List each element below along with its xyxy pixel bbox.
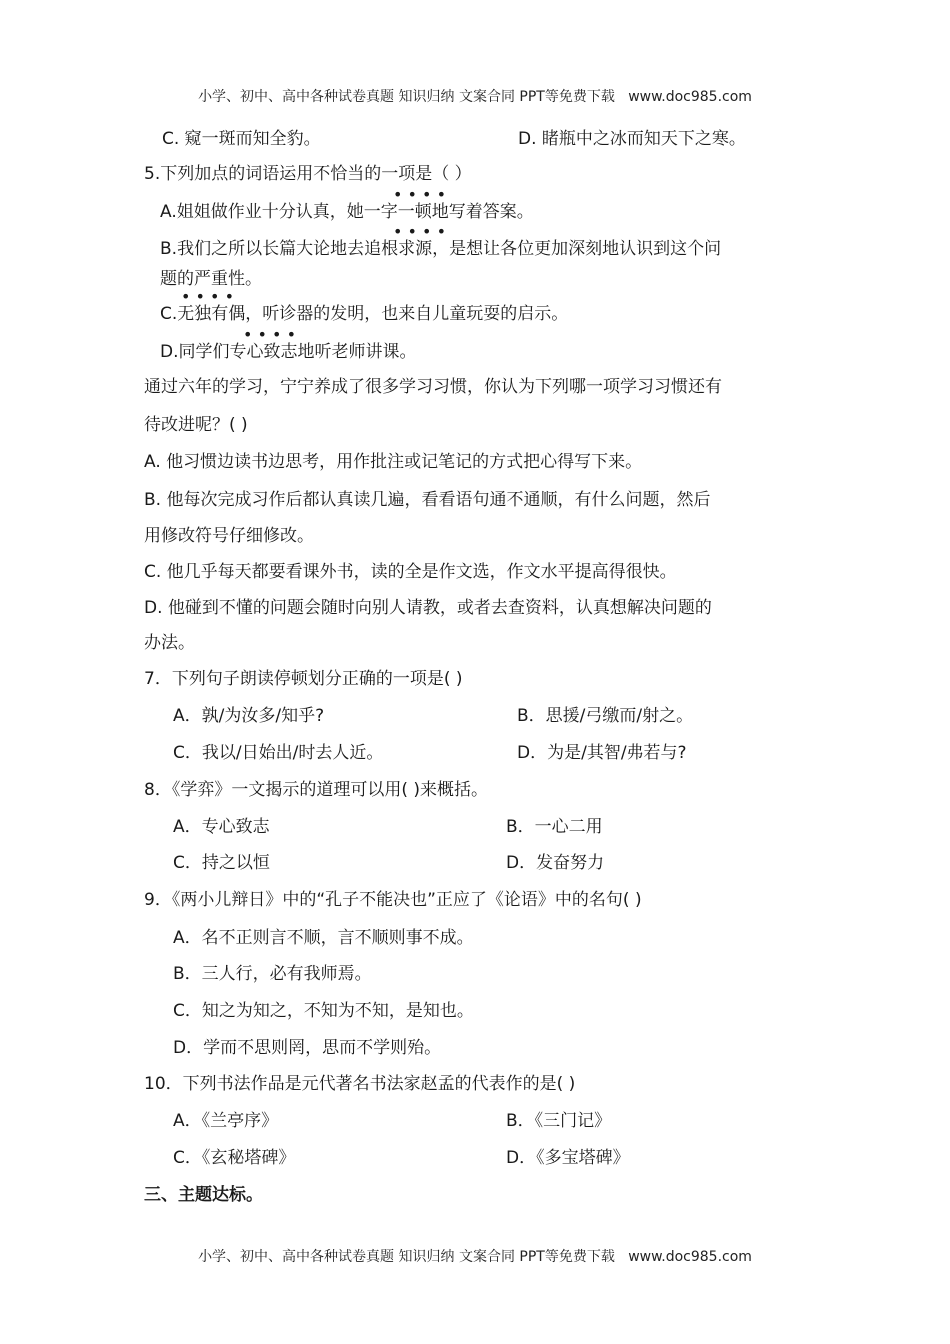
- q5-option-d: D.同学们专心致志地听老师讲课。: [160, 342, 417, 362]
- emphasis-dots-d: • • • •: [243, 325, 297, 344]
- q6-stem-line1: 通过六年的学习，宁宁养成了很多学习习惯，你认为下列哪一项学习习惯还有: [144, 377, 722, 397]
- q6-option-b-line2: 用修改符号仔细修改。: [144, 526, 314, 546]
- page-footer: 小学、初中、高中各种试卷真题 知识归纳 文案合同 PPT等免费下载 www.doc985.com: [198, 1249, 752, 1265]
- q5-option-b-line2: 题的严重性。: [160, 269, 262, 289]
- q9-stem: 9．《两小儿辩日》中的“孔子不能决也”正应了《论语》中的名句( ): [144, 890, 642, 910]
- q9-option-a: A．名不正则言不顺，言不顺则事不成。: [173, 928, 474, 948]
- q7-option-a: A．孰/为汝多/知乎?: [173, 706, 325, 726]
- q8-stem: 8．《学弈》一文揭示的道理可以用( )来概括。: [144, 780, 488, 800]
- page-header: 小学、初中、高中各种试卷真题 知识归纳 文案合同 PPT等免费下载 www.doc985.com: [198, 89, 752, 105]
- emphasis-dots-b: • • • •: [393, 222, 447, 241]
- q6-option-d-line1: D. 他碰到不懂的问题会随时向别人请教，或者去查资料，认真想解决问题的: [144, 598, 712, 618]
- emphasis-dots-a: • • • •: [393, 185, 447, 204]
- q9-option-b: B．三人行，必有我师焉。: [173, 964, 372, 984]
- q6-stem-line2: 待改进呢？( ): [144, 415, 248, 435]
- q4-option-d: D. 睹瓶中之冰而知天下之寒。: [518, 129, 746, 149]
- section-heading: 三、主题达标。: [144, 1185, 263, 1205]
- q6-option-d-line2: 办法。: [144, 633, 195, 653]
- q5-option-a: A.姐姐做作业十分认真，她一字一顿地写着答案。: [160, 202, 534, 222]
- q10-option-d: D．《多宝塔碑》: [506, 1148, 630, 1168]
- q5-stem: 5.下列加点的词语运用不恰当的一项是（ ）: [144, 164, 472, 184]
- q8-option-d: D．发奋努力: [506, 853, 605, 873]
- q7-option-d: D．为是/其智/弗若与?: [517, 743, 687, 763]
- q7-stem: 7．下列句子朗读停顿划分正确的一项是( ): [144, 669, 463, 689]
- q10-option-c: C．《玄秘塔碑》: [173, 1148, 296, 1168]
- q8-option-a: A．专心致志: [173, 817, 270, 837]
- q8-option-b: B．一心二用: [506, 817, 603, 837]
- q10-option-b: B．《三门记》: [506, 1111, 612, 1131]
- q6-option-c: C. 他几乎每天都要看课外书，读的全是作文选，作文水平提高得很快。: [144, 562, 677, 582]
- q6-option-a: A. 他习惯边读书边思考，用作批注或记笔记的方式把心得写下来。: [144, 452, 643, 472]
- q5-option-b-line1: B.我们之所以长篇大论地去追根求源，是想让各位更加深刻地认识到这个问: [160, 239, 722, 259]
- q10-option-a: A．《兰亭序》: [173, 1111, 279, 1131]
- q7-option-c: C．我以/日始出/时去人近。: [173, 743, 384, 763]
- q9-option-d: D．学而不思则罔，思而不学则殆。: [173, 1038, 442, 1058]
- q4-option-c: C. 窥一斑而知全豹。: [162, 129, 321, 149]
- q7-option-b: B．思援/弓缴而/射之。: [517, 706, 694, 726]
- emphasis-dots-c: • • • •: [181, 287, 235, 306]
- q6-option-b-line1: B. 他每次完成习作后都认真读几遍，看看语句通不通顺，有什么问题，然后: [144, 490, 711, 510]
- q5-option-c: C.无独有偶，听诊器的发明，也来自儿童玩耍的启示。: [160, 304, 569, 324]
- q9-option-c: C．知之为知之，不知为不知，是知也。: [173, 1001, 474, 1021]
- q10-stem: 10．下列书法作品是元代著名书法家赵孟的代表作的是( ): [144, 1074, 576, 1094]
- q8-option-c: C．持之以恒: [173, 853, 270, 873]
